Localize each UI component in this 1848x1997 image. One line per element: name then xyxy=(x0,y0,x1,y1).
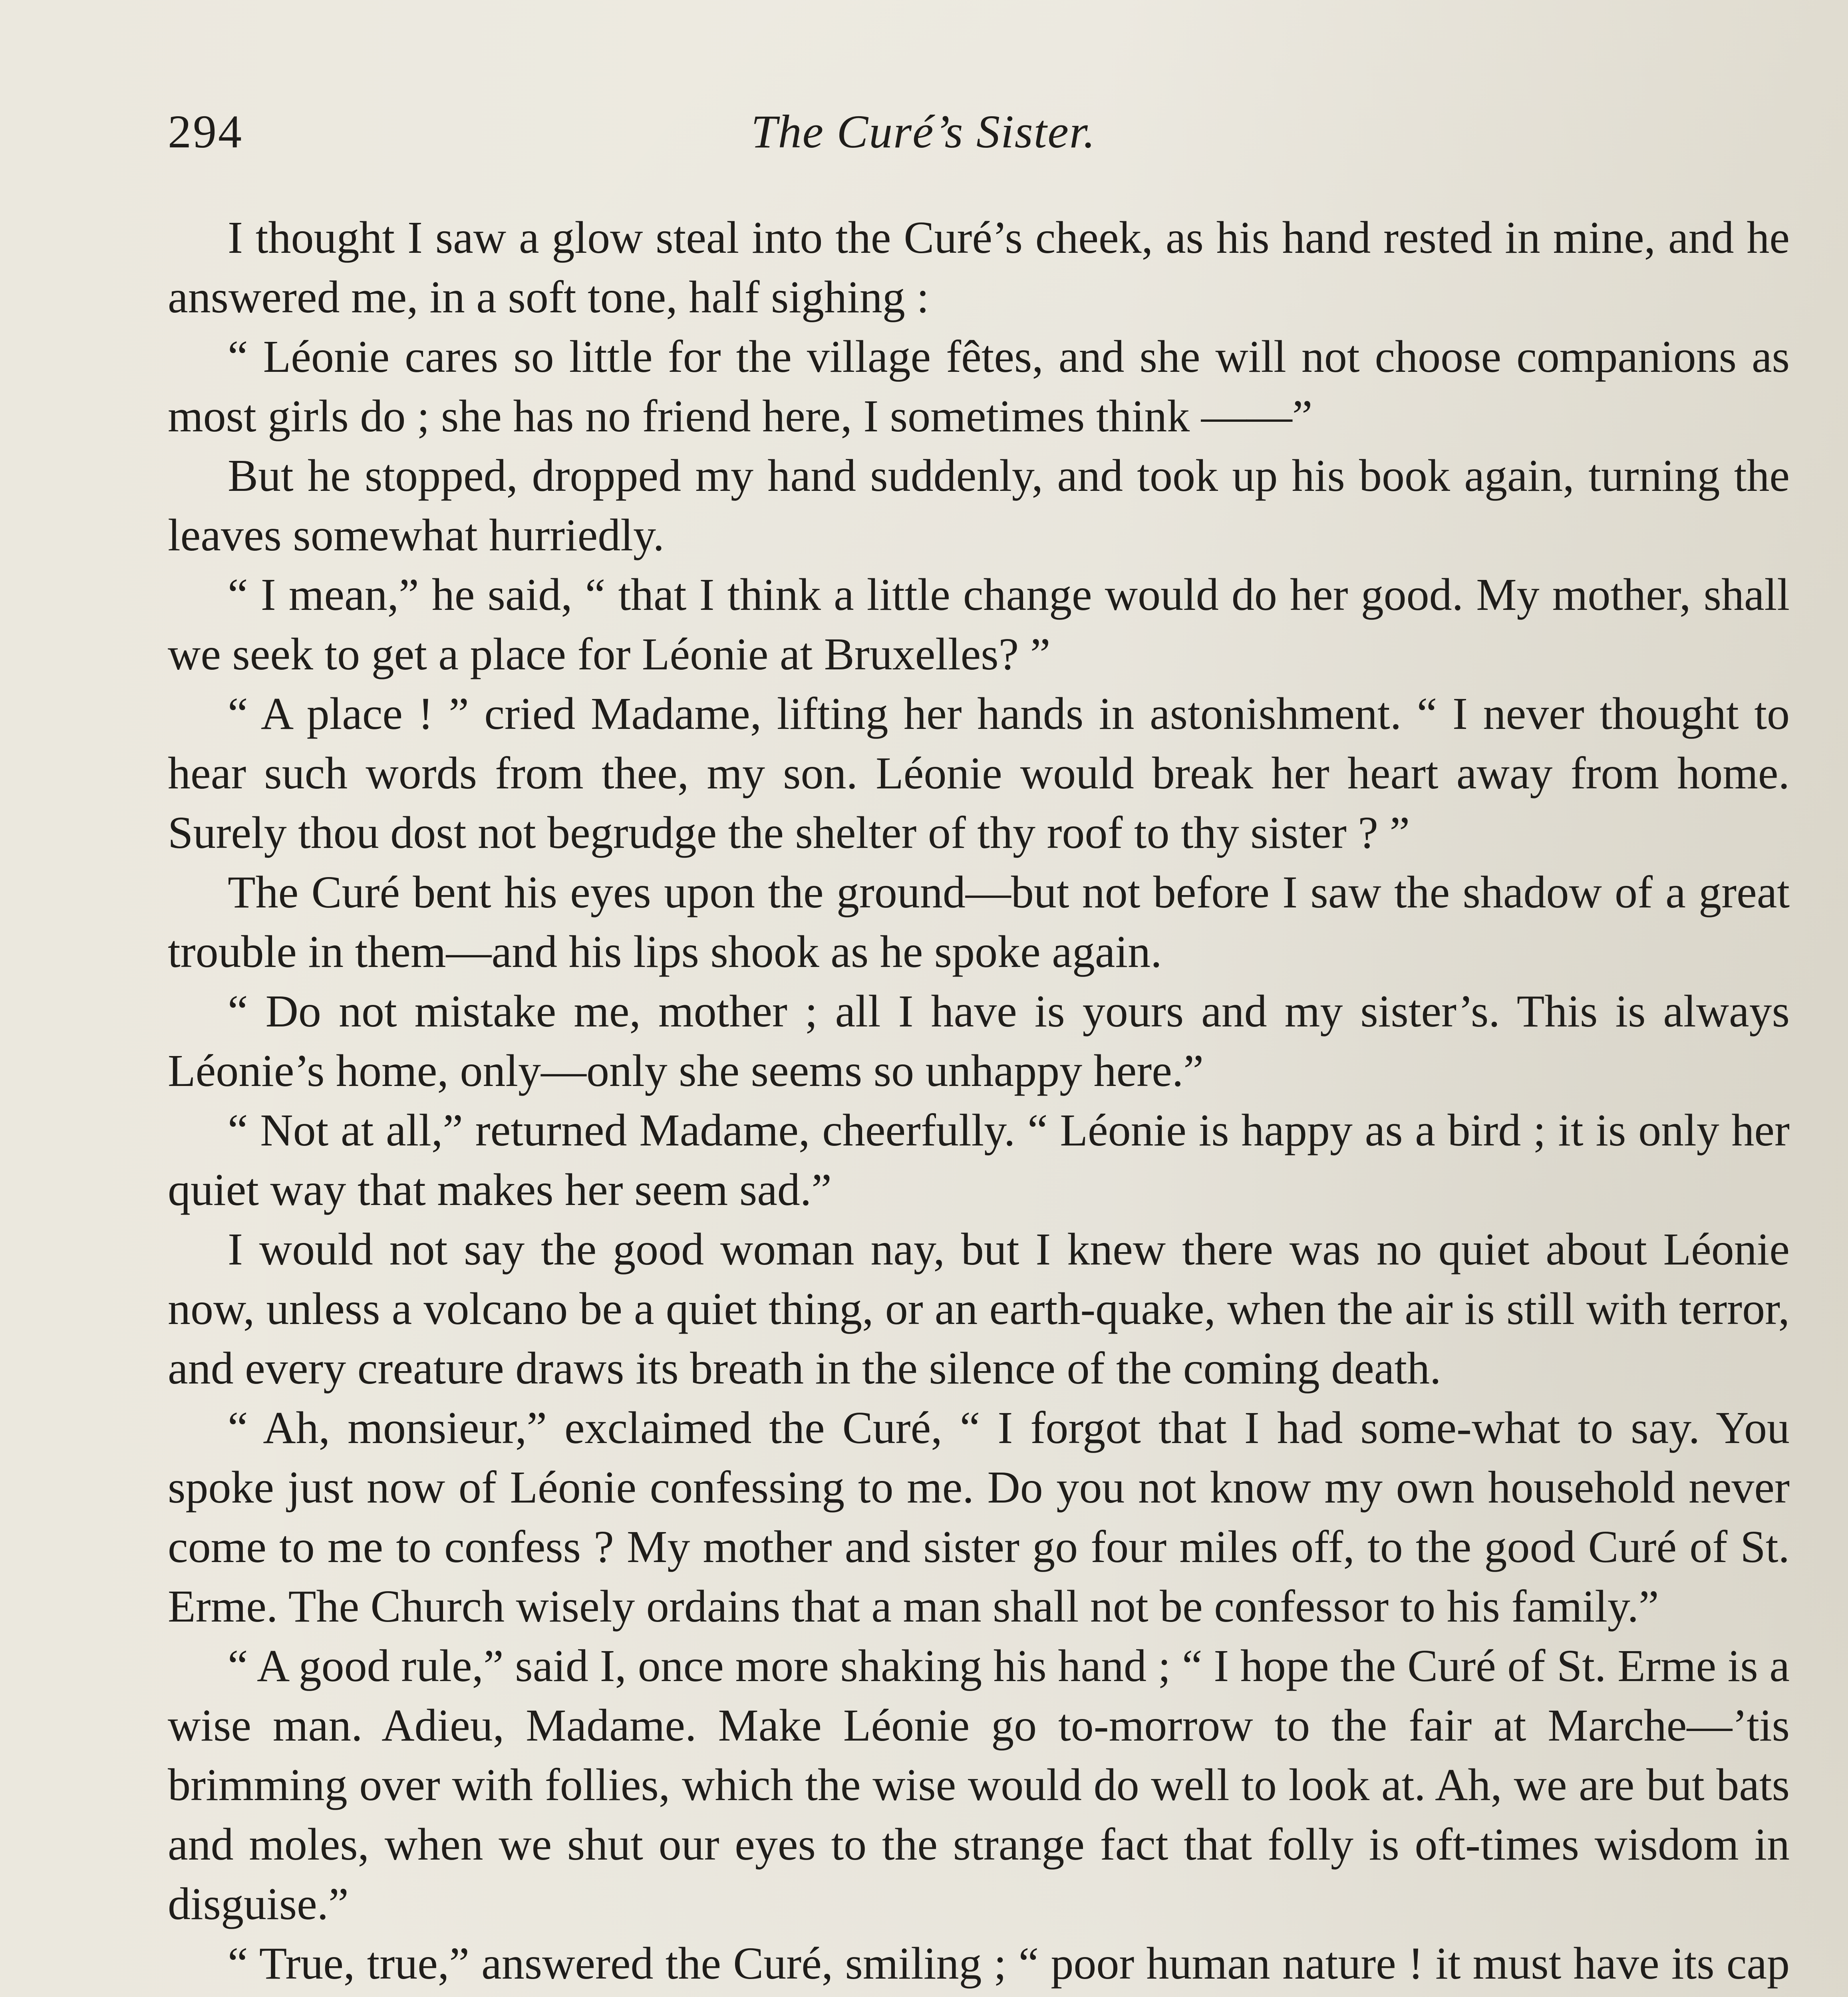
page-header xyxy=(168,92,1790,172)
paragraph: “ A good rule,” said I, once more shaking his hand ; “ I hope the Curé of St. Erme is a wise man. Adieu, Madame. Make Léonie go to-morrow to the fair at Marche—’tis brimming over with follies, which the wise would do well to look at. Ah, we are but bats and moles, when we shut our eyes to the strange fact that folly is oft-times wisdom in disguise.” xyxy=(168,1640,1790,1929)
paragraph: I would not say the good woman nay, but I knew there was no quiet about Léonie now, unless a volcano be a quiet thing, or an earth-quake, when the air is still with terror, and every creature draws its breath in the silence of the coming death. xyxy=(168,1224,1790,1394)
paragraph: “ Ah, monsieur,” exclaimed the Curé, “ I forgot that I had some-what to say. You spoke just now of Léonie confessing to me. Do you not know my own household never come to me to confess ? My mother and sister go four miles off, to the good Curé of St. Erme. The Church wisely ordains that a man shall not be confessor to his family.” xyxy=(168,1402,1790,1632)
page-number: 294 xyxy=(168,105,243,158)
paragraph: “ Do not mistake me, mother ; all I have is yours and my sister’s. This is always Léonie’s home, only—only she seems so unhappy here.” xyxy=(168,986,1790,1096)
paragraph: “ A place ! ” cried Madame, lifting her hands in astonishment. “ I never thought to hear such words from thee, my son. Léonie would break her heart away from home. Surely thou dost not begrudge the shelter of thy roof to thy sister ? ” xyxy=(168,688,1790,858)
paragraph: “ I mean,” he said, “ that I think a little change would do her good. My mother, shall we seek to get a place for Léonie at Bruxelles? ” xyxy=(168,569,1790,679)
paragraph: But he stopped, dropped my hand suddenly, and took up his book again, turning the leaves somewhat hurriedly. xyxy=(168,450,1790,560)
paragraph: The Curé bent his eyes upon the ground—but not before I saw the shadow of a great trouble in them—and his lips shook as he spoke again. xyxy=(168,867,1790,977)
paragraph: I thought I saw a glow steal into the Curé’s cheek, as his hand rested in mine, and he answered me, in a soft tone, half sighing : xyxy=(168,212,1790,322)
body-text xyxy=(168,208,1790,1997)
running-title: The Curé’s Sister. xyxy=(751,105,1096,158)
paragraph: “ True, true,” answered the Curé, smiling ; “ poor human nature ! it must have its cap xyxy=(228,1938,1790,1989)
paragraph: “ Not at all,” returned Madame, cheerfully. “ Léonie is happy as a bird ; it is only her quiet way that makes her seem sad.” xyxy=(168,1105,1790,1215)
paragraph: “ Léonie cares so little for the village fêtes, and she will not choose companions as most girls do ; she has no friend here, I sometimes think ——” xyxy=(168,331,1790,441)
